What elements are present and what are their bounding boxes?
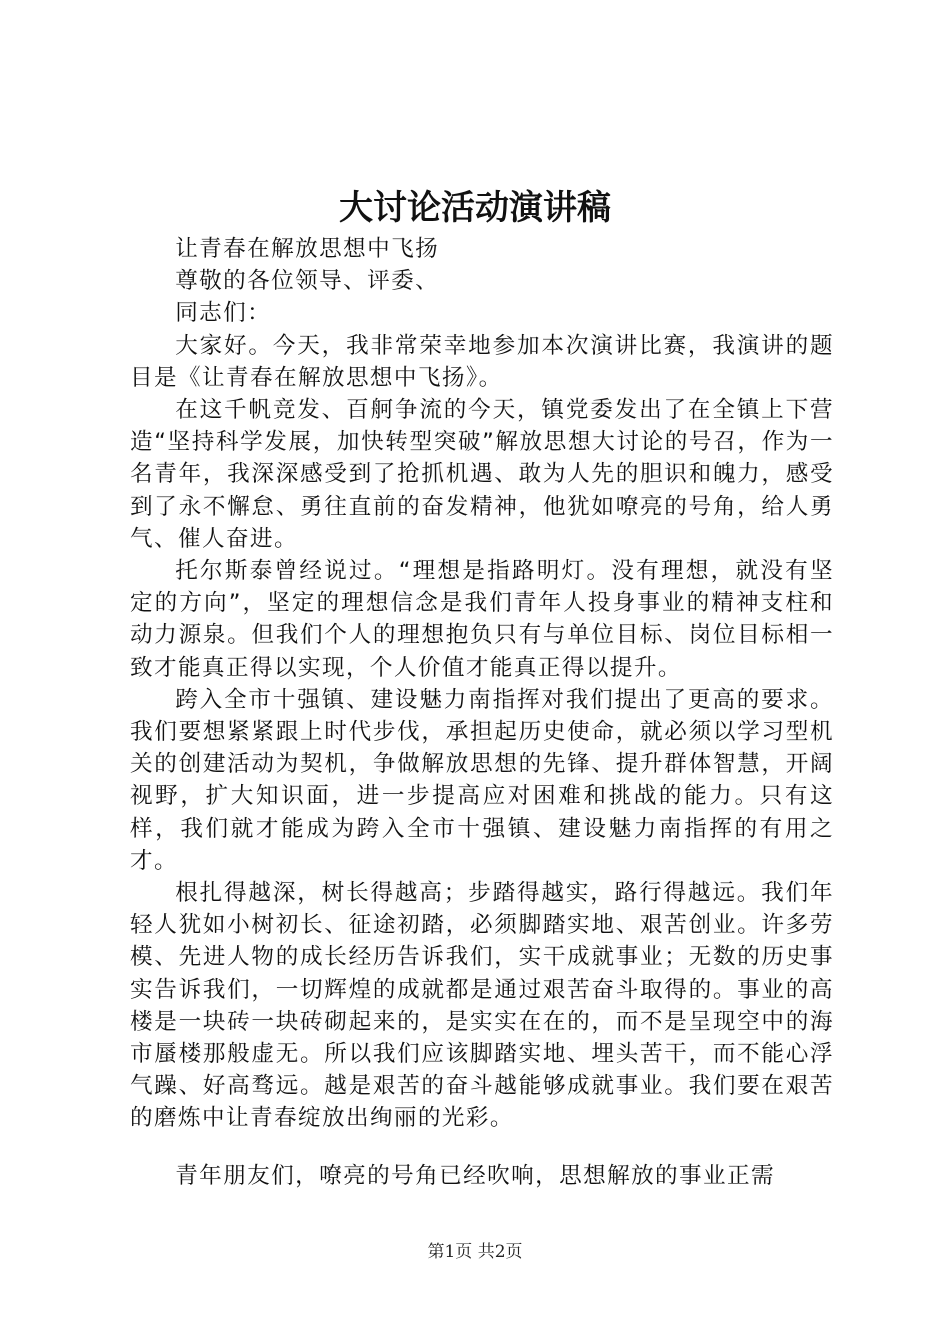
paragraph-salutation: 尊敬的各位领导、评委、 <box>175 268 440 295</box>
paragraph: 根扎得越深，树长得越高；步踏得越实，路行得越远。我们年轻人犹如小树初长、征途初踏，必须脚踏实地、艰苦创业。许多劳模、先进人物的成长经历告诉我们，实干成就事业；无数的历史事实告诉我们，一切辉煌的成就都是通过艰苦奋斗取得的。事业的高楼是一块砖一块砖砌起来的，是实实在在的，而不是呈现空中的海市蜃楼那般虚无。所以我们应该脚踏实地、埋头苦干，而不能心浮气躁、好高骛远。越是艰苦的奋斗越能够成就事业。我们要在艰苦的磨炼中让青春绽放出绚丽的光彩。 <box>130 880 834 1132</box>
paragraph: 跨入全市十强镇、建设魅力南指挥对我们提出了更高的要求。我们要想紧紧跟上时代步伐，承担起历史使命，就必须以学习型机关的创建活动为契机，争做解放思想的先锋、提升群体智慧，开阔视野，扩大知识面，进一步提高应对困难和挑战的能力。只有这样，我们就才能成为跨入全市十强镇、建设魅力南指挥的有用之才。 <box>130 686 834 874</box>
paragraph-subtitle: 让青春在解放思想中飞扬 <box>175 236 440 262</box>
document-title: 大讨论活动演讲稿 <box>339 188 611 228</box>
paragraph: 青年朋友们，嘹亮的号角已经吹响，思想解放的事业正需 <box>175 1162 776 1189</box>
paragraph: 在这千帆竞发、百舸争流的今天，镇党委发出了在全镇上下营造“坚持科学发展，加快转型突破”解放思想大讨论的号召，作为一名青年，我深深感受到了抢抓机遇、敢为人先的胆识和魄力，感受到了永不懈怠、勇往直前的奋发精神，他犹如嘹亮的号角，给人勇气、催人奋进。 <box>130 397 834 552</box>
page-footer: 第1页 共2页 <box>427 1242 523 1262</box>
paragraph: 托尔斯泰曾经说过。“理想是指路明灯。没有理想，就没有坚定的方向”，坚定的理想信念是我们青年人投身事业的精神支柱和动力源泉。但我们个人的理想抱负只有与单位目标、岗位目标相一致才能真正得以实现，个人价值才能真正得以提升。 <box>130 558 834 681</box>
paragraph: 大家好。今天，我非常荣幸地参加本次演讲比赛，我演讲的题目是《让青春在解放思想中飞扬》。 <box>130 332 834 391</box>
paragraph-salutation-2: 同志们： <box>175 300 272 327</box>
document-body <box>130 233 834 1192</box>
